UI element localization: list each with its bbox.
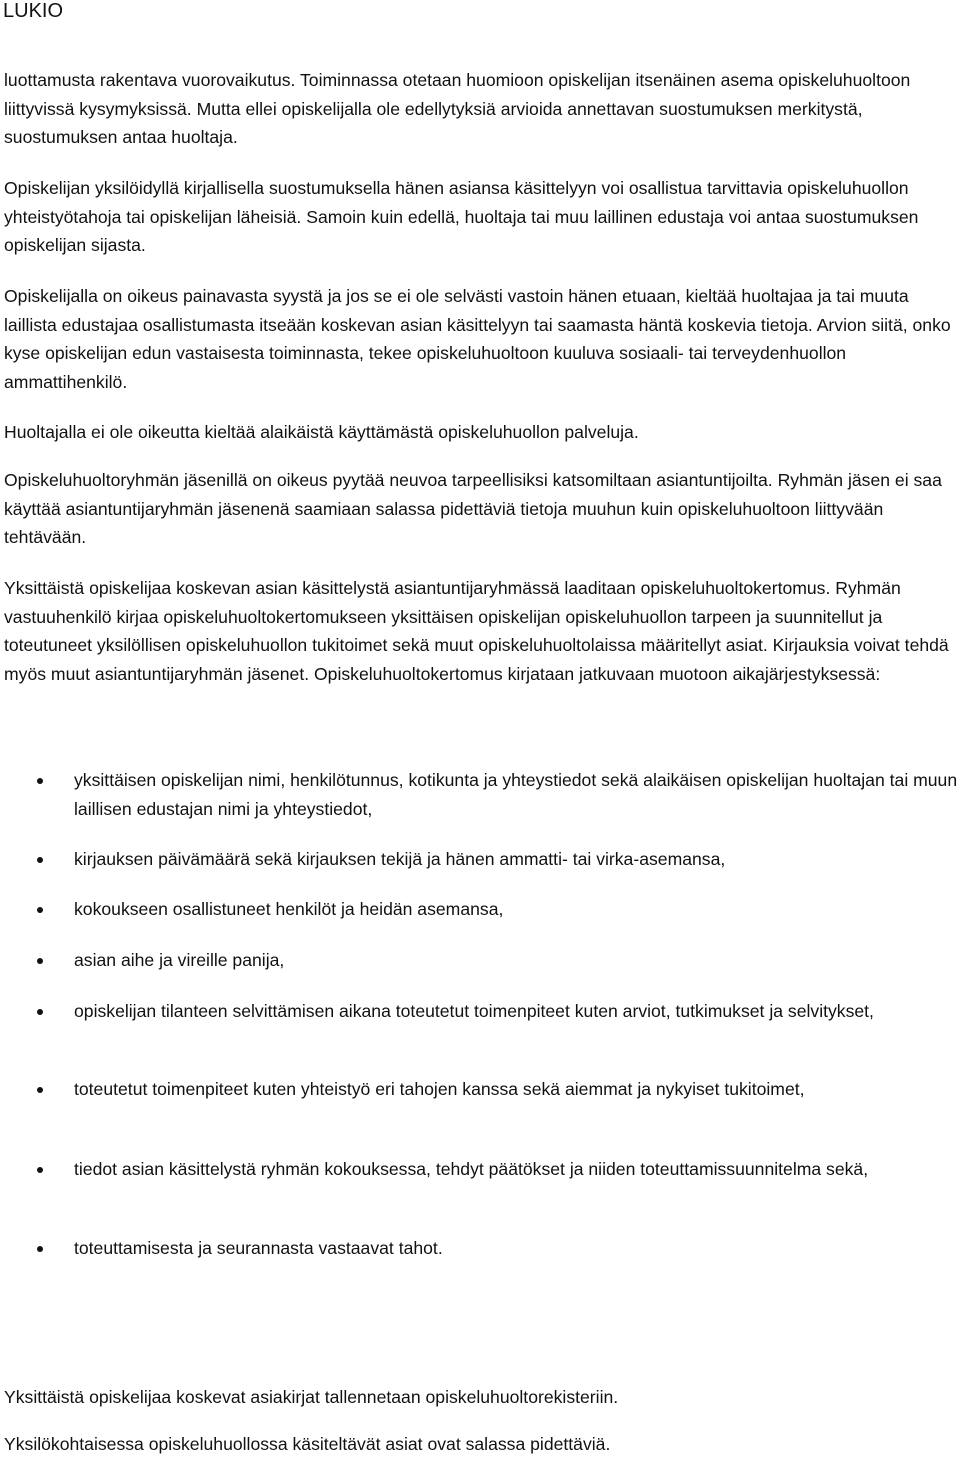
list-item [0,1155,960,1234]
paragraph-expert-advice: Opiskeluhuoltoryhmän jäsenillä on oikeus pyytää neuvoa tarpeellisiksi katsomiltaan asiantuntijoilta. Ryhmän jäsen ei saa käyttää asiantuntijaryhmän jäsenenä saamiaan salassa pidettäviä tietoja muuhun kuin opiskeluhuoltoon liittyvään tehtävään. [4,470,942,547]
bullet-icon [37,1246,43,1252]
list-item [0,1075,960,1155]
record-contents-list [0,766,960,1264]
list-item [0,1234,960,1264]
list-item [0,845,960,895]
paragraph-consent-intro: luottamusta rakentava vuorovaikutus. Toiminnassa otetaan huomioon opiskelijan itsenäinen asema opiskeluhuoltoon liittyvissä kysymyksissä. Mutta ellei opiskelijalla ole edellytyksiä arvioida annettavan suostumuksen merkitystä, suostumuksen antaa huoltaja. [4,70,911,147]
paragraph-confidentiality: Yksilökohtaisessa opiskeluhuollossa käsiteltävät asiat ovat salassa pidettäviä. [4,1434,611,1454]
list-item-text: kirjauksen päivämäärä sekä kirjauksen tekijä ja hänen ammatti- tai virka-asemansa, [74,849,726,869]
list-item [0,946,960,997]
paragraph-records-storage: Yksittäistä opiskelijaa koskevat asiakirjat tallennetaan opiskeluhuoltorekisteriin. [4,1387,619,1407]
bullet-icon [37,857,43,863]
list-item-text: toteutetut toimenpiteet kuten yhteistyö eri tahojen kanssa sekä aiemmat ja nykyiset tukitoimet, [74,1079,805,1099]
list-item [0,766,960,845]
bullet-icon [37,1167,43,1173]
list-item-text: tiedot asian käsittelystä ryhmän kokouksessa, tehdyt päätökset ja niiden toteuttamissuunnitelma sekä, [74,1159,869,1179]
list-item-text: kokoukseen osallistuneet henkilöt ja heidän asemansa, [74,899,504,919]
paragraph-student-rights: Opiskelijalla on oikeus painavasta syystä ja jos se ei ole selvästi vastoin hänen etuaan, kieltää huoltajaa ja tai muuta laillista edustajaa osallistumasta itseään koskevan asian käsittelyyn tai saamasta häntä koskevia tietoja. Arvion siitä, onko kyse opiskelijan edun vastaisesta toiminnasta, tekee opiskeluhuoltoon kuuluva sosiaali- tai terveydenhuollon ammattihenkilö. [4,286,951,392]
list-item [0,997,960,1075]
list-item-text: toteuttamisesta ja seurannasta vastaavat tahot. [74,1238,443,1258]
bullet-icon [37,778,43,784]
bullet-icon [37,907,43,913]
list-item-text: opiskelijan tilanteen selvittämisen aikana toteutetut toimenpiteet kuten arviot, tutkimukset ja selvitykset, [74,1001,874,1021]
bullet-icon [37,1087,43,1093]
paragraph-guardian-limits: Huoltajalla ei ole oikeutta kieltää alaikäistä käyttämästä opiskeluhuollon palveluja. [4,422,639,442]
paragraph-care-record: Yksittäistä opiskelijaa koskevan asian käsittelystä asiantuntijaryhmässä laaditaan opiskeluhuoltokertomus. Ryhmän vastuuhenkilö kirjaa opiskeluhuoltokertomukseen yksittäisen opiskelijan opiskeluhuollon tarpeen ja suunnitellut ja toteutuneet yksilöllisen opiskeluhuollon tukitoimet sekä muut opiskeluhuoltolaissa määritellyt asiat. Kirjauksia voivat tehdä myös muut asiantuntijaryhmän jäsenet. Opiskeluhuoltokertomus kirjataan jatkuvaan muotoon aikajärjestyksessä: [4,578,949,684]
list-item-text: yksittäisen opiskelijan nimi, henkilötunnus, kotikunta ja yhteystiedot sekä alaikäisen opiskelijan huoltajan tai muun laillisen edustajan nimi ja yhteystiedot, [74,770,958,819]
list-item [0,895,960,946]
paragraph-written-consent: Opiskelijan yksilöidyllä kirjallisella suostumuksella hänen asiansa käsittelyyn voi osallistua tarvittavia opiskeluhuollon yhteistyötahoja tai opiskelijan läheisiä. Samoin kuin edellä, huoltaja tai muu laillinen edustaja voi antaa suostumuksen opiskelijan sijasta. [4,178,919,255]
page-header-title: LUKIO [3,0,64,22]
bullet-icon [37,1009,43,1015]
list-item-text: asian aihe ja vireille panija, [74,950,285,970]
bullet-icon [37,958,43,964]
